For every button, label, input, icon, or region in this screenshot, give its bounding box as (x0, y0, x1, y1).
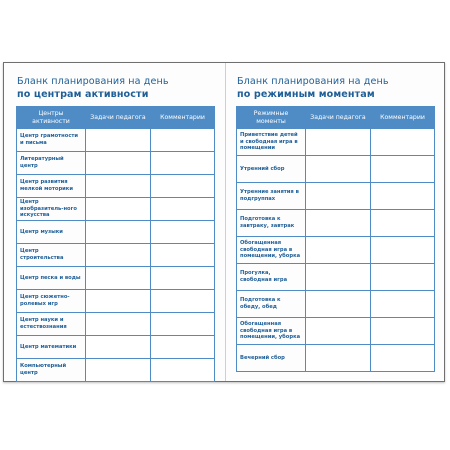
comments-cell[interactable] (371, 318, 435, 345)
row-label: Центр сюжетно-ролевых игр (17, 290, 86, 313)
comments-cell[interactable] (371, 210, 435, 237)
comments-cell[interactable] (151, 359, 215, 382)
comments-cell[interactable] (371, 291, 435, 318)
routine-moments-table (236, 106, 435, 372)
tasks-cell[interactable] (86, 221, 151, 244)
activity-centers-table (16, 106, 215, 382)
table-row (17, 198, 215, 221)
row-label: Компьютерный центр (17, 359, 86, 382)
header-centers: Центры активности (17, 107, 86, 129)
table-row (17, 290, 215, 313)
comments-cell[interactable] (151, 267, 215, 290)
table-row (17, 267, 215, 290)
header-comments: Комментарии (151, 107, 215, 129)
header-comments: Комментарии (371, 107, 435, 129)
left-page-title (17, 76, 214, 101)
tasks-cell[interactable] (306, 264, 371, 291)
row-label: Центр математики (17, 336, 86, 359)
tasks-cell[interactable] (86, 267, 151, 290)
table-row (17, 336, 215, 359)
right-title-line1: Бланк планирования на день (237, 76, 389, 87)
row-label: Прогулка, свободная игра (237, 264, 306, 291)
table-row (237, 318, 435, 345)
table-row (17, 359, 215, 382)
tasks-cell[interactable] (86, 129, 151, 152)
table-row (237, 210, 435, 237)
comments-cell[interactable] (371, 129, 435, 156)
row-label: Подготовка к завтраку, завтрак (237, 210, 306, 237)
row-label: Приветствие детей и свободная игра в помещении (237, 129, 306, 156)
row-label: Утренний сбор (237, 156, 306, 183)
header-tasks: Задачи педагога (86, 107, 151, 129)
comments-cell[interactable] (151, 290, 215, 313)
table-row (17, 175, 215, 198)
row-label: Центр песка и воды (17, 267, 86, 290)
comments-cell[interactable] (151, 336, 215, 359)
right-page-title (237, 76, 434, 101)
table-row (17, 221, 215, 244)
row-label: Центр науки и естествознания (17, 313, 86, 336)
tasks-cell[interactable] (306, 291, 371, 318)
comments-cell[interactable] (151, 152, 215, 175)
tasks-cell[interactable] (306, 210, 371, 237)
comments-cell[interactable] (371, 345, 435, 372)
row-label: Центр музыки (17, 221, 86, 244)
row-label: Центр изобразитель-ного искусства (17, 198, 86, 221)
table-row (17, 152, 215, 175)
header-moments: Режимные моменты (237, 107, 306, 129)
comments-cell[interactable] (151, 313, 215, 336)
table-header-row (17, 107, 215, 129)
tasks-cell[interactable] (306, 156, 371, 183)
row-label: Центр грамотности и письма (17, 129, 86, 152)
tasks-cell[interactable] (86, 290, 151, 313)
left-title-line1: Бланк планирования на день (17, 76, 169, 87)
tasks-cell[interactable] (86, 198, 151, 221)
tasks-cell[interactable] (86, 313, 151, 336)
tasks-cell[interactable] (306, 318, 371, 345)
table-row (237, 264, 435, 291)
right-page (236, 76, 434, 372)
tasks-cell[interactable] (306, 129, 371, 156)
table-row (237, 129, 435, 156)
tasks-cell[interactable] (86, 359, 151, 382)
header-tasks: Задачи педагога (306, 107, 371, 129)
comments-cell[interactable] (371, 156, 435, 183)
row-label: Центр развития мелкой моторики (17, 175, 86, 198)
table-row (237, 345, 435, 372)
table-header-row (237, 107, 435, 129)
row-label: Обогащенная свободная игра в помещении, уборка (237, 318, 306, 345)
tasks-cell[interactable] (306, 183, 371, 210)
table-row (237, 291, 435, 318)
comments-cell[interactable] (371, 264, 435, 291)
tasks-cell[interactable] (86, 336, 151, 359)
left-page (16, 76, 214, 382)
table-row (17, 244, 215, 267)
tasks-cell[interactable] (86, 244, 151, 267)
tasks-cell[interactable] (306, 345, 371, 372)
comments-cell[interactable] (371, 183, 435, 210)
row-label: Обогащенная свободная игра в помещении, уборка (237, 237, 306, 264)
comments-cell[interactable] (151, 221, 215, 244)
comments-cell[interactable] (151, 198, 215, 221)
tasks-cell[interactable] (306, 237, 371, 264)
table-row (237, 183, 435, 210)
row-label: Утренние занятия в подгруппах (237, 183, 306, 210)
planner-book (3, 62, 445, 382)
left-title-line2: по центрам активности (17, 88, 149, 100)
book-spine (225, 63, 226, 381)
table-row (17, 129, 215, 152)
table-row (17, 313, 215, 336)
tasks-cell[interactable] (86, 152, 151, 175)
comments-cell[interactable] (371, 237, 435, 264)
row-label: Центр строительства (17, 244, 86, 267)
row-label: Подготовка к обеду, обед (237, 291, 306, 318)
table-row (237, 156, 435, 183)
row-label: Вечерний сбор (237, 345, 306, 372)
right-title-line2: по режимным моментам (237, 88, 375, 100)
table-row (237, 237, 435, 264)
tasks-cell[interactable] (86, 175, 151, 198)
row-label: Литературный центр (17, 152, 86, 175)
comments-cell[interactable] (151, 129, 215, 152)
comments-cell[interactable] (151, 175, 215, 198)
comments-cell[interactable] (151, 244, 215, 267)
